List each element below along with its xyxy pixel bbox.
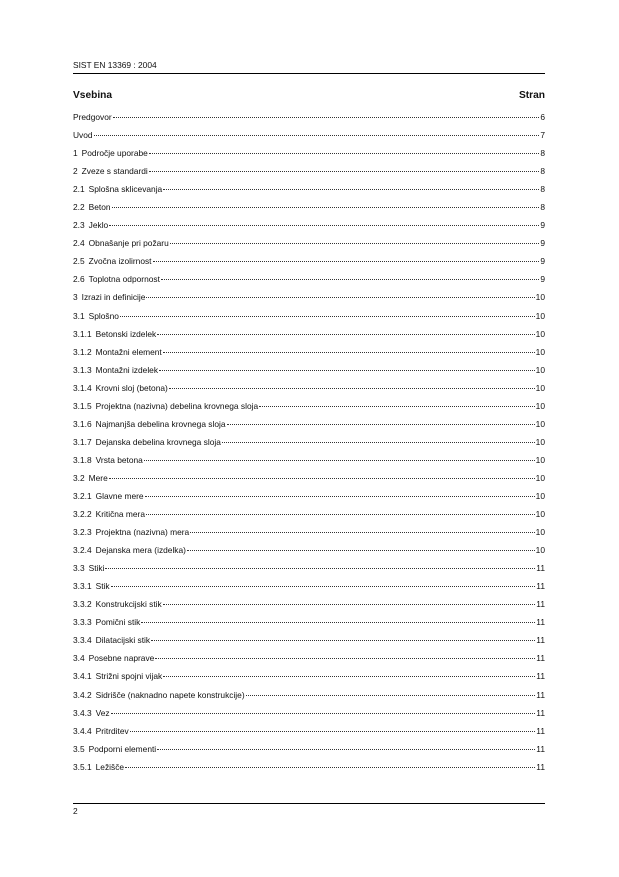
toc-entry-number: 2.2 xyxy=(73,202,85,213)
toc-dot-leader xyxy=(113,116,540,118)
toc-entry[interactable] xyxy=(73,112,545,130)
toc-entry-label: Krovni sloj (betona) xyxy=(95,382,168,393)
toc-entry-number: 2.5 xyxy=(73,256,85,267)
toc-entry[interactable] xyxy=(73,130,545,148)
toc-entry-number: 1 xyxy=(73,148,78,159)
toc-dot-leader xyxy=(149,170,540,172)
toc-entry[interactable] xyxy=(73,365,545,383)
toc-entry-label: Konstrukcijski stik xyxy=(95,599,162,610)
toc-entry-label: Podporni elementi xyxy=(88,743,157,754)
toc-entry-label: Stiki xyxy=(88,563,105,574)
toc-entry[interactable] xyxy=(73,220,545,238)
toc-entry-number: 3.2.1 xyxy=(73,490,92,501)
toc-entry[interactable] xyxy=(73,671,545,689)
toc-entry-number: 3.2.4 xyxy=(73,545,92,556)
toc-entry-number: 2 xyxy=(73,166,78,177)
toc-entry-number: 3.3 xyxy=(73,563,85,574)
toc-entry[interactable] xyxy=(73,311,545,329)
toc-dot-leader xyxy=(259,405,535,407)
toc-entry-number: 2.3 xyxy=(73,220,85,231)
toc-dot-leader xyxy=(125,766,535,768)
toc-dot-leader xyxy=(94,134,540,136)
toc-entry[interactable] xyxy=(73,653,545,671)
toc-entry-page: 9 xyxy=(540,256,545,267)
toc-entry-page: 11 xyxy=(536,689,545,700)
toc-entry-label: Projektna (nazivna) debelina krovnega sloja xyxy=(95,400,259,411)
toc-entry-page: 9 xyxy=(540,274,545,285)
toc-entry-number: 3.4.3 xyxy=(73,707,92,718)
toc-entry-number: 3.4.1 xyxy=(73,671,92,682)
toc-dot-leader xyxy=(163,351,535,353)
toc-dot-leader xyxy=(163,675,535,677)
toc-entry-label: Jeklo xyxy=(88,220,109,231)
toc-dot-leader xyxy=(153,260,540,262)
toc-entry-page: 10 xyxy=(535,382,545,393)
toc-entry-number: 3.1.1 xyxy=(73,328,92,339)
toc-entry-page: 11 xyxy=(536,671,545,682)
toc-entry-label: Sidrišče (naknadno napete konstrukcije) xyxy=(95,689,245,700)
toc-entry-number: 3.2.3 xyxy=(73,527,92,538)
toc-dot-leader xyxy=(109,224,539,226)
toc-entry-page: 10 xyxy=(535,400,545,411)
toc-entry[interactable] xyxy=(73,563,545,581)
toc-entry-page: 11 xyxy=(536,743,545,754)
table-of-contents xyxy=(73,112,545,780)
toc-entry-number: 3.4.2 xyxy=(73,689,92,700)
toc-entry-label: Uvod xyxy=(73,130,93,141)
toc-entry-page: 7 xyxy=(540,130,545,141)
toc-entry-page: 11 xyxy=(536,617,545,628)
toc-entry[interactable] xyxy=(73,617,545,635)
toc-entry-page: 11 xyxy=(536,761,545,772)
toc-dot-leader xyxy=(155,657,535,659)
toc-entry-label: Toplotna odpornost xyxy=(88,274,160,285)
toc-entry[interactable] xyxy=(73,329,545,347)
toc-entry-label: Predgovor xyxy=(73,112,112,122)
toc-entry-label: Dejanska debelina krovnega sloja xyxy=(95,436,221,447)
toc-entry[interactable] xyxy=(73,473,545,491)
toc-entry-label: Strižni spojni vijak xyxy=(95,671,163,682)
toc-entry-page: 8 xyxy=(540,148,545,159)
toc-entry-label: Montažni element xyxy=(95,346,162,357)
toc-entry-page: 10 xyxy=(535,472,545,483)
toc-dot-leader xyxy=(112,206,540,208)
toc-entry[interactable] xyxy=(73,274,545,292)
toc-entry-label: Stik xyxy=(95,581,110,592)
toc-entry[interactable] xyxy=(73,491,545,509)
toc-entry-number: 3.4 xyxy=(73,653,85,664)
toc-entry-number: 3.3.3 xyxy=(73,617,92,628)
toc-entry-label: Vrsta betona xyxy=(95,454,143,465)
toc-entry-label: Zveze s standardi xyxy=(81,166,148,177)
toc-entry-number: 3.1.6 xyxy=(73,418,92,429)
toc-entry-label: Najmanjša debelina krovnega sloja xyxy=(95,418,226,429)
toc-entry-page: 11 xyxy=(536,581,545,592)
toc-entry[interactable] xyxy=(73,383,545,401)
toc-entry-label: Vez xyxy=(95,707,110,718)
toc-entry-page: 10 xyxy=(535,346,545,357)
toc-entry[interactable] xyxy=(73,292,545,310)
toc-entry-label: Posebne naprave xyxy=(88,653,155,664)
toc-entry-page: 10 xyxy=(535,436,545,447)
toc-entry-number: 3.2 xyxy=(73,472,85,483)
toc-entry-number: 3.3.1 xyxy=(73,581,92,592)
toc-dot-leader xyxy=(105,567,535,569)
toc-entry[interactable] xyxy=(73,238,545,256)
toc-entry-number: 3.5.1 xyxy=(73,761,92,772)
toc-entry-label: Dejanska mera (izdelka) xyxy=(95,545,186,556)
header-rule xyxy=(73,73,545,74)
toc-entry-number: 3.5 xyxy=(73,743,85,754)
toc-entry-number: 2.4 xyxy=(73,238,85,249)
toc-dot-leader xyxy=(149,152,540,154)
toc-dot-leader xyxy=(141,621,535,623)
toc-entry-page: 9 xyxy=(540,220,545,231)
toc-entry-number: 3.1.8 xyxy=(73,454,92,465)
toc-entry-label: Splošna sklicevanja xyxy=(88,184,163,195)
toc-entry[interactable] xyxy=(73,148,545,166)
toc-entry-number: 3.4.4 xyxy=(73,725,92,736)
toc-dot-leader xyxy=(144,459,535,461)
toc-dot-leader xyxy=(157,333,535,335)
toc-entry-page: 10 xyxy=(535,328,545,339)
toc-entry-label: Betonski izdelek xyxy=(95,328,157,339)
document-header xyxy=(73,60,545,71)
toc-dot-leader xyxy=(190,531,534,533)
toc-entry[interactable] xyxy=(73,527,545,545)
footer-rule xyxy=(73,803,545,804)
toc-entry-page: 10 xyxy=(535,509,545,520)
toc-entry[interactable] xyxy=(73,419,545,437)
toc-entry-label: Kritična mera xyxy=(95,509,145,520)
toc-entry-number: 3.1.4 xyxy=(73,382,92,393)
toc-entry-number: 3.1.5 xyxy=(73,400,92,411)
toc-entry[interactable] xyxy=(73,347,545,365)
toc-entry-page: 9 xyxy=(540,238,545,249)
toc-entry-label: Dilatacijski stik xyxy=(95,635,151,646)
toc-entry-label: Ležišče xyxy=(95,761,125,772)
toc-entry-page: 10 xyxy=(535,545,545,556)
toc-entry-label: Zvočna izolirnost xyxy=(88,256,152,267)
toc-dot-leader xyxy=(163,188,539,190)
toc-entry-label: Glavne mere xyxy=(95,490,144,501)
toc-entry[interactable] xyxy=(73,581,545,599)
toc-entry[interactable] xyxy=(73,455,545,473)
toc-entry-label: Projektna (nazivna) mera xyxy=(95,527,190,538)
toc-entry[interactable] xyxy=(73,635,545,653)
toc-entry[interactable] xyxy=(73,726,545,744)
toc-entry-page: 11 xyxy=(536,707,545,718)
toc-entry[interactable] xyxy=(73,599,545,617)
page-footer xyxy=(73,806,78,817)
toc-dot-leader xyxy=(222,441,535,443)
toc-dot-leader xyxy=(151,639,535,641)
toc-entry-page: 11 xyxy=(536,653,545,664)
toc-entry[interactable] xyxy=(73,437,545,455)
toc-dot-leader xyxy=(111,585,536,587)
toc-entry-page: 11 xyxy=(536,563,545,574)
toc-dot-leader xyxy=(170,242,540,244)
toc-entry[interactable] xyxy=(73,184,545,202)
toc-entry-page: 10 xyxy=(535,527,545,538)
toc-dot-leader xyxy=(157,748,535,750)
document-id: SIST EN 13369 : 2004 xyxy=(73,60,157,70)
toc-entry-label: Pomični stik xyxy=(95,617,141,628)
toc-entry-page: 11 xyxy=(536,635,545,646)
toc-title-row xyxy=(73,90,545,102)
toc-entry[interactable] xyxy=(73,545,545,563)
toc-dot-leader xyxy=(163,603,536,605)
toc-dot-leader xyxy=(111,712,536,714)
toc-entry-page: 10 xyxy=(535,490,545,501)
toc-entry[interactable] xyxy=(73,509,545,527)
toc-entry[interactable] xyxy=(73,690,545,708)
toc-entry-page: 11 xyxy=(536,599,545,610)
toc-page-heading: Stran xyxy=(518,90,545,101)
toc-entry-number: 3.2.2 xyxy=(73,509,92,520)
toc-dot-leader xyxy=(227,423,535,425)
toc-dot-leader xyxy=(120,315,535,317)
toc-entry-number: 3 xyxy=(73,292,78,303)
toc-entry-page: 8 xyxy=(540,184,545,195)
toc-dot-leader xyxy=(130,730,536,732)
toc-entry-number: 3.1.7 xyxy=(73,436,92,447)
toc-entry-page: 8 xyxy=(540,202,545,213)
toc-entry-label: Splošno xyxy=(88,310,119,321)
toc-entry-page: 10 xyxy=(535,310,545,321)
page-number: 2 xyxy=(73,806,78,816)
toc-dot-leader xyxy=(246,694,536,696)
toc-entry[interactable] xyxy=(73,401,545,419)
toc-entry-page: 10 xyxy=(535,418,545,429)
toc-entry[interactable] xyxy=(73,202,545,220)
toc-entry-number: 3.3.2 xyxy=(73,599,92,610)
toc-entry-number: 2.1 xyxy=(73,184,85,195)
toc-dot-leader xyxy=(169,387,535,389)
toc-dot-leader xyxy=(109,477,535,479)
toc-dot-leader xyxy=(161,278,539,280)
toc-entry-label: Področje uporabe xyxy=(81,148,148,159)
toc-entry-page: 10 xyxy=(535,292,545,303)
toc-entry[interactable] xyxy=(73,762,545,780)
toc-entry-number: 3.3.4 xyxy=(73,635,92,646)
toc-entry-label: Mere xyxy=(88,472,108,483)
toc-entry-label: Beton xyxy=(88,202,111,213)
toc-dot-leader xyxy=(146,513,535,515)
toc-dot-leader xyxy=(146,296,534,298)
toc-entry-page: 11 xyxy=(536,725,545,736)
toc-dot-leader xyxy=(187,549,535,551)
toc-entry-label: Izrazi in definicije xyxy=(81,292,146,303)
toc-entry-number: 3.1.3 xyxy=(73,364,92,375)
toc-entry-number: 2.6 xyxy=(73,274,85,285)
toc-entry[interactable] xyxy=(73,166,545,184)
toc-entry-label: Pritrditev xyxy=(95,725,129,736)
toc-entry-number: 3.1 xyxy=(73,310,85,321)
toc-entry[interactable] xyxy=(73,256,545,274)
toc-entry[interactable] xyxy=(73,744,545,762)
toc-entry-page: 8 xyxy=(540,166,545,177)
toc-entry[interactable] xyxy=(73,708,545,726)
toc-entry-label: Obnašanje pri požaru xyxy=(88,238,169,249)
toc-entry-page: 10 xyxy=(535,454,545,465)
toc-dot-leader xyxy=(159,369,535,371)
toc-entry-page: 10 xyxy=(535,364,545,375)
toc-entry-page: 6 xyxy=(540,112,545,122)
toc-entry-label: Montažni izdelek xyxy=(95,364,159,375)
toc-dot-leader xyxy=(145,495,535,497)
toc-title: Vsebina xyxy=(73,90,113,101)
toc-entry-number: 3.1.2 xyxy=(73,346,92,357)
